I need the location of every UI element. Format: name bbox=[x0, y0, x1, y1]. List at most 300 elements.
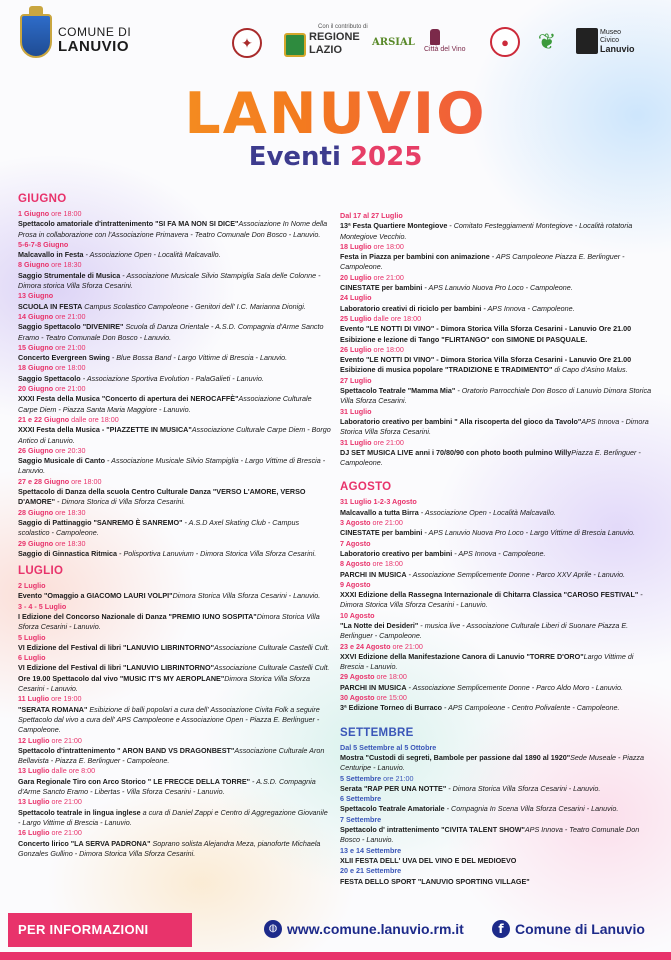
event-date: 31 Luglio bbox=[340, 437, 372, 447]
event-name: Evento "Omaggio a GIACOMO LAURI VOLPI" bbox=[18, 591, 173, 601]
event-date-line bbox=[340, 815, 652, 825]
event-time: ore 21:00 bbox=[381, 773, 414, 783]
event-date: 6 Luglio bbox=[18, 653, 46, 663]
event-body bbox=[18, 674, 332, 695]
event-date: 7 Settembre bbox=[340, 814, 382, 824]
event-body bbox=[340, 652, 652, 673]
event-date-line bbox=[18, 312, 332, 322]
event-body bbox=[18, 839, 332, 860]
event-time: ore 18:00 bbox=[371, 344, 404, 354]
event-time: ore 21:00 bbox=[390, 641, 423, 651]
event-name: Spettacolo di Danza della scuola Centro Culturale Danza "VERSO L'AMORE, VERSO D'AMORE" bbox=[18, 487, 306, 507]
event-name: Saggio Musicale di Canto bbox=[18, 456, 106, 466]
event-body bbox=[18, 487, 332, 508]
event-date: Dal 5 Settembre al 5 Ottobre bbox=[340, 742, 437, 752]
event-date-line bbox=[18, 797, 332, 807]
event-note: - APS Lanuvio Nuova Pro Loco - Campoleone. bbox=[422, 283, 573, 293]
event-date-line bbox=[340, 314, 652, 324]
event-time: ore 21:00 bbox=[53, 311, 86, 321]
event-body bbox=[18, 549, 332, 559]
event-note: Scuola di Danza Orientale - A.S.D. Compagnia d'Arme Sancto Eramo - Teatro Comunale Don Bosco - Lanuvio. bbox=[18, 322, 324, 342]
event-time: ore 18:00 bbox=[69, 476, 102, 486]
luglio-events-cont bbox=[340, 211, 652, 468]
event-item bbox=[18, 508, 332, 539]
event-date: 12 Luglio bbox=[18, 735, 50, 745]
event-date-line bbox=[340, 559, 652, 569]
event-item bbox=[18, 240, 332, 261]
event-date-line bbox=[340, 518, 652, 528]
event-body bbox=[340, 324, 652, 345]
event-date-line bbox=[340, 293, 652, 303]
event-name: Laboratorio creativo per bambini " Alla riscoperta del gioco da Tavolo" bbox=[340, 416, 582, 426]
event-item bbox=[18, 291, 332, 312]
event-item bbox=[340, 774, 652, 795]
event-name: Malcavallo in Festa bbox=[18, 250, 84, 260]
wine-bottle-icon bbox=[430, 29, 440, 45]
regione-lazio-shield-icon bbox=[284, 33, 306, 57]
event-date-line bbox=[18, 736, 332, 746]
event-body bbox=[18, 425, 332, 446]
event-time: ore 21:00 bbox=[53, 384, 86, 394]
event-date: 8 Agosto bbox=[340, 559, 371, 569]
event-item bbox=[18, 312, 332, 343]
event-name: I Edizione del Concorso Nazionale di Danza "PREMIO IUNO SOSPITA" bbox=[18, 611, 257, 621]
event-body bbox=[18, 705, 332, 736]
event-name: Spettacolo Teatrale Amatoriale bbox=[340, 804, 445, 814]
event-date-line bbox=[18, 828, 332, 838]
event-item bbox=[340, 743, 652, 774]
event-date: 30 Agosto bbox=[340, 693, 375, 703]
event-item bbox=[340, 518, 652, 539]
event-name: Evento "LE NOTTI DI VINO" - Dimora Storica Villa Sforza Cesarini - Lanuvio Ore 21.00 Esibizione di musica popolare "TRADIZIONE E TRADIMENTO" bbox=[340, 355, 632, 375]
event-item bbox=[340, 242, 652, 273]
event-item bbox=[340, 815, 652, 846]
event-name: Serata "RAP PER UNA NOTTE" bbox=[340, 783, 447, 793]
page-title: LANUVIO bbox=[0, 84, 671, 144]
museo-line1: Museo bbox=[600, 29, 622, 36]
event-note: Dimora Storica Villa Sforza Cesarini - Lanuvio. bbox=[18, 673, 310, 694]
event-body bbox=[18, 271, 332, 292]
event-date-line bbox=[340, 539, 652, 549]
subtitle-year: 2025 bbox=[349, 142, 423, 172]
event-date: 3 Agosto bbox=[340, 518, 371, 528]
event-date-line bbox=[340, 642, 652, 652]
citta-vino-logo: Città del Vino bbox=[424, 46, 466, 53]
event-date-line bbox=[18, 363, 332, 373]
event-time: ore 18:00 bbox=[374, 672, 407, 682]
event-time: ore 18:30 bbox=[53, 538, 86, 548]
sponsor-label: Con il contributo di bbox=[318, 24, 368, 30]
event-date-line bbox=[340, 497, 652, 507]
event-item bbox=[340, 672, 652, 693]
event-name: PARCHI IN MUSICA bbox=[340, 569, 407, 579]
subtitle-eventi: Eventi bbox=[248, 142, 350, 172]
event-date-line bbox=[18, 291, 332, 301]
event-item bbox=[340, 407, 652, 438]
event-body bbox=[18, 250, 332, 260]
event-date-line bbox=[340, 846, 652, 856]
event-body bbox=[18, 394, 332, 415]
regione-line1: REGIONE bbox=[309, 31, 360, 43]
event-date: 24 Luglio bbox=[340, 293, 372, 303]
facebook-link[interactable]: Comune di Lanuvio bbox=[515, 921, 645, 937]
event-name: "La Notte dei Desideri" bbox=[340, 620, 419, 630]
event-note: - Associazione Musicale Silvio Stampiglia - Largo Vittime di Brescia - Lanuvio. bbox=[18, 456, 326, 476]
event-date: 23 e 24 Agosto bbox=[340, 641, 391, 651]
event-item bbox=[340, 345, 652, 376]
event-name: CINESTATE per bambini bbox=[340, 283, 423, 293]
event-item bbox=[18, 446, 332, 477]
museo-label bbox=[600, 29, 635, 53]
event-date: 2 Luglio bbox=[18, 581, 46, 591]
month-heading-giugno: GIUGNO bbox=[18, 193, 67, 205]
event-date: 6 Settembre bbox=[340, 794, 382, 804]
event-name: XXXI Edizione della Rassegna Internazionale di Chitarra Classica "CAROSO FESTIVAL" bbox=[340, 590, 639, 600]
event-date: 29 Giugno bbox=[18, 538, 54, 548]
event-note: Associazione In Nome della Prosa in collaborazione con l'Associazione Primavera - Teatro Comunale Don Bosco - Lanuvio. bbox=[18, 219, 328, 239]
event-date-line bbox=[18, 384, 332, 394]
event-date: 5-6-7-8 Giugno bbox=[18, 239, 69, 249]
month-heading-settembre: SETTEMBRE bbox=[340, 726, 414, 739]
event-time: dalle ore 18:00 bbox=[371, 313, 422, 323]
event-date-line bbox=[18, 209, 332, 219]
event-body bbox=[18, 591, 332, 601]
event-note: - Associazione Open - Località Malcavallo. bbox=[418, 507, 556, 517]
event-date-line bbox=[18, 415, 332, 425]
event-date-line bbox=[340, 743, 652, 753]
event-item bbox=[340, 580, 652, 611]
footer bbox=[0, 904, 671, 954]
left-column bbox=[18, 190, 332, 859]
event-name: PARCHI IN MUSICA bbox=[340, 682, 407, 692]
event-date: 13 Giugno bbox=[18, 291, 54, 301]
event-body bbox=[18, 808, 332, 829]
event-body bbox=[340, 590, 652, 611]
event-body bbox=[18, 219, 332, 240]
website-link[interactable]: www.comune.lanuvio.rm.it bbox=[287, 921, 464, 937]
event-date-line bbox=[340, 866, 652, 876]
event-body bbox=[340, 856, 652, 866]
event-body bbox=[18, 518, 332, 539]
event-date: 14 Giugno bbox=[18, 311, 54, 321]
event-date-line bbox=[18, 343, 332, 353]
event-body bbox=[340, 549, 652, 559]
event-date: 27 e 28 Giugno bbox=[18, 476, 70, 486]
event-body bbox=[340, 417, 652, 438]
event-note: - Oratorio Parrocchiale Don Bosco di Lanuvio Dimora Storica Villa Sforza Cesarini. bbox=[340, 386, 652, 406]
event-body bbox=[18, 663, 332, 673]
event-date: 27 Luglio bbox=[340, 375, 372, 385]
event-date-line bbox=[18, 694, 332, 704]
event-date: 5 Settembre bbox=[340, 773, 382, 783]
leaf-logo-icon: ❦ bbox=[537, 29, 557, 54]
event-body bbox=[340, 508, 652, 518]
event-body bbox=[340, 355, 652, 376]
event-body bbox=[340, 753, 652, 774]
event-body bbox=[18, 322, 332, 343]
event-date: 7 Agosto bbox=[340, 538, 371, 548]
event-time: ore 21:00 bbox=[371, 437, 404, 447]
event-body bbox=[340, 448, 652, 469]
event-time: ore 18:30 bbox=[53, 507, 86, 517]
event-item bbox=[18, 539, 332, 560]
event-name: SCUOLA IN FESTA bbox=[18, 301, 83, 311]
event-time: ore 21:00 bbox=[370, 518, 403, 528]
event-date: 26 Luglio bbox=[340, 344, 372, 354]
event-item bbox=[18, 653, 332, 674]
event-item bbox=[340, 376, 652, 407]
event-date-line bbox=[18, 508, 332, 518]
event-name: Spettacolo d' intrattenimento "CIVITA TALENT SHOW" bbox=[340, 825, 525, 835]
luglio-events bbox=[18, 581, 332, 859]
sponsor-logo-crest-icon: ✦ bbox=[232, 28, 262, 58]
event-note: - Associazione Open - Località Malcavallo. bbox=[83, 250, 221, 260]
event-name: VI Edizione del Festival di libri "LANUVIO LIBRINTORNO" bbox=[18, 663, 214, 673]
facebook-icon: f bbox=[492, 920, 510, 938]
event-date: 13 Luglio bbox=[18, 766, 50, 776]
right-column bbox=[340, 211, 652, 887]
event-date: 16 Luglio bbox=[18, 828, 50, 838]
event-note: Largo Vittime di Brescia - Lanuvio. bbox=[340, 651, 634, 672]
event-note: Associazione Culturale Castelli Cult. bbox=[213, 663, 330, 673]
event-note: - Associazione Semplicemente Donne - Parco XXV Aprile - Lanuvio. bbox=[406, 569, 625, 579]
event-note: a cura di Daniel Zappi e Centro di Aggregazione Giovanile - Largo Vittime di Brescia - Lanuvio. bbox=[18, 807, 328, 827]
event-time: ore 18:30 bbox=[49, 260, 82, 270]
event-note: - Dimora Storica di Villa Sforza Cesarini. bbox=[55, 497, 186, 507]
event-time: ore 21:00 bbox=[53, 342, 86, 352]
event-date-line bbox=[340, 611, 652, 621]
event-note: - Comitato Festeggiamenti Montegiove - Località rotatoria Montegiove Vecchio. bbox=[340, 221, 633, 241]
event-name: DJ SET MUSICA LIVE anni i 70/80/90 con photo booth pulmino Willy bbox=[340, 447, 572, 457]
event-item bbox=[340, 611, 652, 642]
event-date: 29 Agosto bbox=[340, 672, 375, 682]
event-note: - A.S.D. Compagnia d'Arme Sancto Eramo - Libertas - Villa Sforza Cesarini - Lanuvio. bbox=[18, 776, 316, 797]
event-date: 13 e 14 Settembre bbox=[340, 845, 402, 855]
event-date: 31 Luglio 1-2-3 Agosto bbox=[340, 497, 417, 507]
header bbox=[0, 0, 671, 80]
event-name: Festa in Piazza per bambini con animazione bbox=[340, 252, 490, 262]
event-body bbox=[340, 804, 652, 814]
event-name: VI Edizione del Festival di libri "LANUVIO LIBRINTORNO" bbox=[18, 642, 214, 652]
event-date: 9 Agosto bbox=[340, 579, 371, 589]
event-date: 3 - 4 - 5 Luglio bbox=[18, 601, 67, 611]
event-date-line bbox=[340, 345, 652, 355]
event-date: 20 Giugno bbox=[18, 384, 54, 394]
event-note: Sede Museale - Piazza Centuripe - Lanuvio. bbox=[340, 752, 645, 773]
event-name: 3ª Edizione Torneo di Burraco bbox=[340, 703, 442, 713]
event-note: - musica live - Associazione Culturale Liberi di Suonare Piazza E. Berlinguer - Campoleone. bbox=[340, 620, 629, 641]
settembre-events bbox=[340, 743, 652, 887]
event-body bbox=[340, 221, 652, 242]
event-name: Saggio Strumentale di Musica bbox=[18, 270, 121, 280]
event-note: - Compagnia In Scena Villa Sforza Cesarini - Lanuvio. bbox=[444, 804, 619, 814]
month-heading-luglio: LUGLIO bbox=[18, 565, 64, 578]
event-body bbox=[340, 703, 652, 713]
event-body bbox=[18, 643, 332, 653]
event-note: APS Innova - Dimora Storica Villa Sforza Cesarini. bbox=[340, 416, 649, 437]
event-item bbox=[340, 211, 652, 242]
event-name: Malcavallo a tutta Birra bbox=[340, 507, 419, 517]
sponsor-badge-icon: ● bbox=[490, 27, 520, 57]
event-body bbox=[18, 374, 332, 384]
event-item bbox=[18, 602, 332, 633]
event-item bbox=[340, 794, 652, 815]
event-time: ore 18:00 bbox=[53, 363, 86, 373]
event-name: Laboratorio creativi di riciclo per bambini bbox=[340, 303, 482, 313]
event-item bbox=[340, 693, 652, 714]
comune-di-label: COMUNE DI bbox=[58, 25, 132, 39]
event-date-line bbox=[340, 438, 652, 448]
event-body bbox=[340, 877, 652, 887]
event-item bbox=[18, 694, 332, 735]
event-note: Associazione Culturale Carpe Diem - Piazza Santa Maria Maggiore - Lanuvio. bbox=[18, 394, 312, 414]
event-date: Dal 17 al 27 Luglio bbox=[340, 211, 403, 220]
event-item bbox=[18, 736, 332, 767]
event-body bbox=[18, 302, 332, 312]
event-body bbox=[18, 456, 332, 477]
event-body bbox=[340, 683, 652, 693]
event-time: ore 18:00 bbox=[49, 209, 82, 218]
event-date-line bbox=[340, 407, 652, 417]
event-time: ore 20:30 bbox=[53, 445, 86, 455]
event-name: XXXI Festa della Musica "Concerto di apertura dei NEROCAFFÈ" bbox=[18, 394, 239, 404]
event-name: Spettacolo d'intrattenimento " ARON BAND VS DRAGONBEST" bbox=[18, 745, 235, 755]
event-body bbox=[340, 825, 652, 846]
event-date: 18 Luglio bbox=[340, 241, 372, 251]
event-date-line bbox=[18, 766, 332, 776]
event-note: - APS Innova - Campoleone. bbox=[481, 303, 575, 313]
event-item bbox=[18, 674, 332, 695]
event-name: Saggio Spettacolo "DIVENIRE" bbox=[18, 322, 124, 332]
event-date: 26 Giugno bbox=[18, 445, 54, 455]
event-name: XLII FESTA DELL' UVA DEL VINO E DEL MEDIOEVO bbox=[340, 855, 517, 865]
event-item bbox=[18, 797, 332, 828]
event-item bbox=[18, 363, 332, 384]
event-note: - Dimora Storica Villa Sforza Cesarini - Lanuvio. bbox=[446, 783, 601, 793]
event-name: Concerto Evergreen Swing bbox=[18, 353, 110, 363]
event-date: 11 Luglio bbox=[18, 694, 50, 704]
event-name: Saggio di Pattinaggio "SANREMO È SANREMO" bbox=[18, 517, 183, 527]
event-time: ore 18:00 bbox=[370, 559, 403, 569]
event-note: - Blue Bossa Band - Largo Vittime di Brescia - Lanuvio. bbox=[109, 353, 288, 363]
globe-icon: ◍ bbox=[264, 920, 282, 938]
arsial-logo: ARSIAL bbox=[372, 37, 415, 48]
event-date: 10 Agosto bbox=[340, 610, 375, 620]
event-name: XXXI Festa della Musica - "PIAZZETTE IN MUSICA" bbox=[18, 425, 192, 435]
event-date-line bbox=[340, 376, 652, 386]
comune-name: LANUVIO bbox=[58, 38, 129, 55]
event-note: - APS Innova - Campoleone. bbox=[452, 548, 546, 558]
event-body bbox=[18, 777, 332, 798]
event-time: ore 18:00 bbox=[371, 241, 404, 251]
event-name: Saggio Spettacolo bbox=[18, 373, 81, 383]
event-time: ore 21:00 bbox=[49, 735, 82, 745]
event-date: 15 Giugno bbox=[18, 342, 54, 352]
event-date-line bbox=[340, 774, 652, 784]
event-body bbox=[340, 570, 652, 580]
event-date-line bbox=[18, 477, 332, 487]
event-date: 25 Luglio bbox=[340, 313, 372, 323]
event-item bbox=[18, 209, 332, 240]
event-date-line bbox=[18, 602, 332, 612]
event-note: - Associazione Sportiva Evolution - PalaGalieti - Lanuvio. bbox=[80, 373, 264, 383]
event-item bbox=[340, 497, 652, 518]
event-date: 13 Luglio bbox=[18, 797, 50, 807]
event-body bbox=[340, 528, 652, 538]
event-note: - APS Campoleone - Centro Polivalente - Campoleone. bbox=[441, 703, 620, 713]
event-body bbox=[340, 784, 652, 794]
event-name: Laboratorio creativo per bambini bbox=[340, 548, 453, 558]
event-date-line bbox=[18, 581, 332, 591]
agosto-events bbox=[340, 497, 652, 713]
event-name: Evento "LE NOTTI DI VINO" - Dimora Storica Villa Sforza Cesarini - Lanuvio Ore 21.00 Esibizione e lezione di Tango "FLIRTANGO" con SIMONE DI PASQUALE. bbox=[340, 324, 632, 344]
bottom-bar bbox=[0, 952, 671, 960]
event-date-line bbox=[340, 580, 652, 590]
page-subtitle bbox=[0, 142, 671, 172]
event-date: 8 Giugno bbox=[18, 260, 50, 270]
event-name: CINESTATE per bambini bbox=[340, 528, 423, 538]
event-item bbox=[18, 384, 332, 415]
event-name: Mostra "Custodi di segreti, Bambole per passione dal 1890 al 1920" bbox=[340, 752, 571, 762]
event-date: 21 e 22 Giugno bbox=[18, 414, 70, 424]
event-item bbox=[340, 273, 652, 294]
event-time: ore 21:00 bbox=[49, 797, 82, 807]
event-item bbox=[340, 539, 652, 560]
event-name: Ore 19.00 Spettacolo dal vivo "MUSIC IT'S MY AEROPLANE" bbox=[18, 673, 225, 683]
event-date-line bbox=[340, 211, 652, 221]
event-name: Spettacolo amatoriale d'intrattenimento "SI FA MA NON SI DICE" bbox=[18, 219, 239, 229]
event-date: 18 Giugno bbox=[18, 363, 54, 373]
event-date: 1 Giugno bbox=[18, 209, 50, 218]
event-date-line bbox=[340, 672, 652, 682]
event-time: dalle ore 18:00 bbox=[69, 414, 119, 424]
event-note: Esibizione di balli popolari a cura dell' Associazione Civita Folk a seguire Spettacolo dal vivo a cura dell' APS Campoleone e Associazione Open - Piazza E. Berlinguer - Campoleone. bbox=[18, 704, 320, 735]
event-date: 20 e 21 Settembre bbox=[340, 866, 402, 876]
event-name: XXVI Edizione della Manifestazione Canora di Lanuvio "TORRE D'ORO" bbox=[340, 651, 584, 661]
event-date-line bbox=[18, 240, 332, 250]
event-body bbox=[18, 746, 332, 767]
event-date: 20 Luglio bbox=[340, 272, 372, 282]
event-note: Piazza E. Berlinguer - Campoleone. bbox=[340, 447, 641, 468]
museo-line2: Civico bbox=[600, 37, 620, 44]
event-note: - Associazione Semplicemente Donne - Parco Aldo Moro - Lanuvio. bbox=[406, 682, 623, 692]
event-date: 28 Giugno bbox=[18, 507, 54, 517]
info-label: PER INFORMAZIONI bbox=[8, 913, 192, 947]
event-item bbox=[18, 581, 332, 602]
event-note: di Capo d'Asino Malus. bbox=[552, 365, 628, 375]
event-date-line bbox=[18, 539, 332, 549]
event-date-line bbox=[340, 794, 652, 804]
event-item bbox=[340, 438, 652, 469]
event-item bbox=[18, 260, 332, 291]
event-note: - Associazione Musicale Silvio Stampiglia Sala delle Colonne - Dimora storica Villa Sforza Cesarini. bbox=[18, 270, 321, 291]
event-note: Dimora Storica Villa Sforza Cesarini - Lanuvio. bbox=[172, 591, 321, 601]
event-date: 31 Luglio bbox=[340, 406, 372, 416]
event-name: Saggio di Ginnastica Ritmica bbox=[18, 548, 118, 558]
event-name: Gara Regionale Tiro con Arco Storico " LE FRECCE DELLA TORRE" bbox=[18, 776, 251, 786]
event-time: dalle ore 8:00 bbox=[49, 766, 96, 776]
event-time: ore 21:00 bbox=[49, 828, 82, 838]
event-body bbox=[340, 386, 652, 407]
event-time: ore 21:00 bbox=[371, 272, 404, 282]
event-item bbox=[18, 633, 332, 654]
event-item bbox=[340, 642, 652, 673]
event-body bbox=[340, 252, 652, 273]
museo-line3: Lanuvio bbox=[600, 44, 635, 54]
event-body bbox=[340, 283, 652, 293]
event-note: - A.S.D Axel Skating Club - Campus scolastico - Campoleone. bbox=[18, 517, 300, 538]
event-item bbox=[340, 559, 652, 580]
